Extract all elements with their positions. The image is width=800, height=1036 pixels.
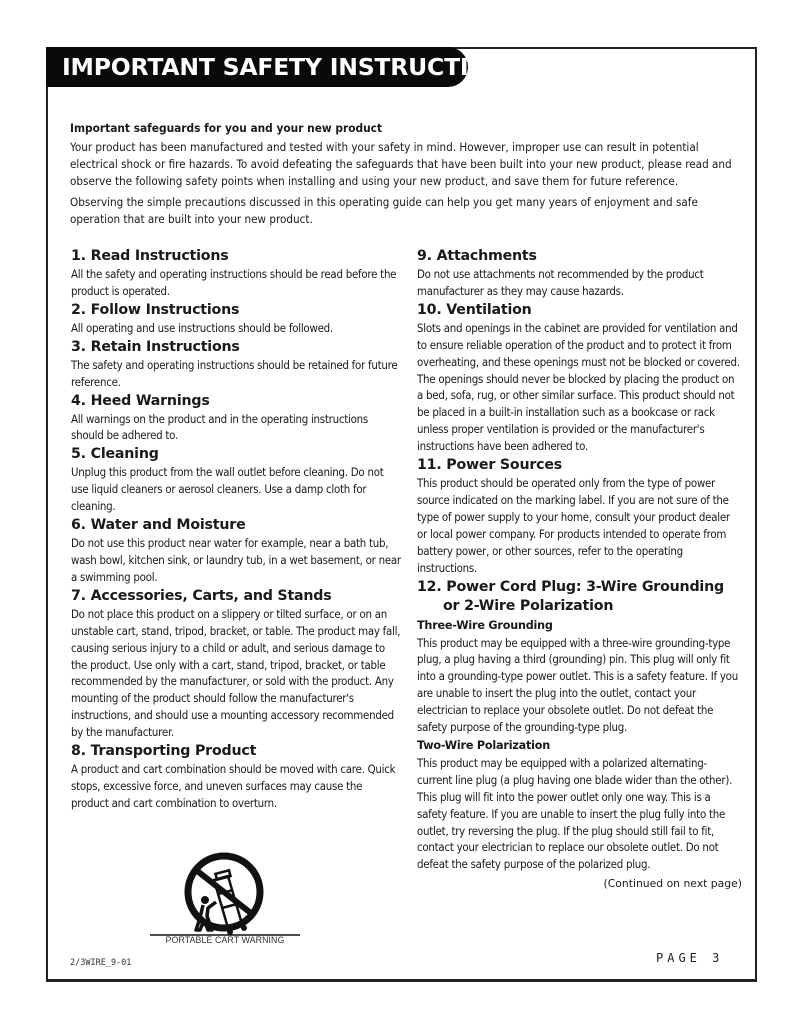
- section-body: All warnings on the product and in the operating instructions should be adhered to.: [71, 411, 368, 443]
- section-body: Do not use attachments not recommended by the product manufacturer as they may cause hazards.: [417, 267, 704, 298]
- subsection-body-three-wire: This product may be equipped with a three-wire grounding-type plug, a plug having a third (grounding) pin. This plug will only fit into a grounding-type power outlet. This is a safety feature. If you are unable to insert the plug into the outlet, contact your electrician to replace your obsolete outlet. Do not defeat the safety purpose of the grounding-type plug.: [417, 635, 738, 735]
- section-water-and-moisture: [71, 516, 401, 586]
- section-heed-warnings: [71, 392, 401, 445]
- section-title: 10. Ventilation: [417, 301, 532, 318]
- section-power-cord-plug: [417, 578, 742, 894]
- document-code: 2/3WIRE_9-01: [70, 958, 132, 968]
- section-title: 4. Heed Warnings: [71, 392, 210, 409]
- section-power-sources: [417, 456, 742, 576]
- section-read-instructions: [71, 247, 401, 300]
- section-body: All operating and use instructions should be followed.: [71, 320, 333, 335]
- section-body: This product should be operated only from the type of power source indicated on the marking label. If you are not sure of the type of power supply to your home, consult your product dealer or local power company. For products intended to operate from battery power, or other sources, refer to the operating instructions.: [417, 476, 730, 575]
- section-cleaning: [71, 445, 401, 515]
- continued-note: (Continued on next page): [603, 877, 742, 891]
- intro-paragraph: Your product has been manufactured and tested with your safety in mind. However, improper use can result in potential electrical shock or fire hazards. To avoid defeating the safeguards that have been built into your new product, please read and observe the following safety points when installing and using your new product, and save them for future reference.: [70, 140, 732, 188]
- section-title: 2. Follow Instructions: [71, 301, 240, 318]
- section-body: Slots and openings in the cabinet are provided for ventilation and to ensure reliable operation of the product and to protect it from overheating, and these openings must not be blocked or covered. The openings should never be blocked by placing the product on a bed, sofa, rug, or other similar surface. This product should not be placed in a built-in installation such as a bookcase or rack unless proper ventilation is provided or the manufacturer's instructions have been adhered to.: [417, 320, 740, 454]
- left-column: [71, 247, 401, 813]
- intro-heading: Important safeguards for you and your new product: [70, 121, 383, 135]
- subsection-title-two-wire: Two-Wire Polarization: [417, 738, 551, 752]
- section-title: 1. Read Instructions: [71, 248, 229, 264]
- section-attachments: [417, 247, 742, 300]
- intro-paragraph: Observing the simple precautions discussed in this operating guide can help you get many years of enjoyment and safe operation that are built into your new product.: [70, 195, 698, 226]
- section-title: 11. Power Sources: [417, 457, 563, 474]
- section-accessories-carts-stands: [71, 587, 401, 741]
- figure-caption: PORTABLE CART WARNING: [165, 935, 285, 945]
- section-body: Do not use this product near water for example, near a bath tub, wash bowl, kitchen sink, or laundry tub, in a wet basement, or near a swimming pool.: [71, 536, 401, 584]
- section-title: 12. Power Cord Plug: 3-Wire Grounding: [417, 578, 724, 595]
- page-title: IMPORTANT SAFETY INSTRUCTIONS: [46, 47, 468, 87]
- section-title: 8. Transporting Product: [71, 743, 257, 760]
- section-transporting-product: [71, 742, 401, 812]
- section-title: 5. Cleaning: [71, 446, 159, 463]
- section-body: Do not place this product on a slippery or tilted surface, or on an unstable cart, stand, tripod, bracket, or table. The product may fall, causing serious injury to a child or adult, and serious damage to the product. Use only with a cart, stand, tripod, bracket, or table recommended by the manufacturer, or sold with the product. Any mounting of the product should follow the manufacturer's instructions, and should use a mounting accessory recommended by the manufacturer.: [71, 606, 401, 740]
- right-column: [417, 247, 742, 893]
- subsection-title-three-wire: Three-Wire Grounding: [417, 618, 553, 632]
- section-title: 3. Retain Instructions: [71, 338, 240, 355]
- intro-block: [70, 120, 740, 232]
- section-ventilation: [417, 301, 742, 455]
- page-number: PAGE 3: [656, 951, 724, 965]
- section-retain-instructions: [71, 338, 401, 391]
- section-title-continued: or 2-Wire Polarization: [443, 597, 614, 614]
- section-title: 6. Water and Moisture: [71, 517, 246, 534]
- section-title: 7. Accessories, Carts, and Stands: [71, 587, 332, 604]
- section-body: Unplug this product from the wall outlet before cleaning. Do not use liquid cleaners or aerosol cleaners. Use a damp cloth for cleaning.: [71, 465, 384, 514]
- section-body: The safety and operating instructions should be retained for future reference.: [71, 357, 398, 389]
- section-body: A product and cart combination should be moved with care. Quick stops, excessive force, and uneven surfaces may cause the product and cart combination to overturn.: [71, 762, 396, 810]
- portable-cart-warning-icon: [150, 848, 300, 948]
- section-follow-instructions: [71, 301, 401, 337]
- subsection-body-two-wire: This product may be equipped with a polarized alternating-current line plug (a plug having one blade wider than the other). This plug will fit into the power outlet only one way. This is a safety feature. If you are unable to insert the plug fully into the outlet, try reversing the plug. If the plug should still fail to fit, contact your electrician to replace our obsolete outlet. Do not defeat the safety purpose of the polarized plug.: [417, 755, 733, 872]
- section-title: 9. Attachments: [417, 248, 537, 264]
- section-body: All the safety and operating instructions should be read before the product is operated.: [71, 267, 397, 298]
